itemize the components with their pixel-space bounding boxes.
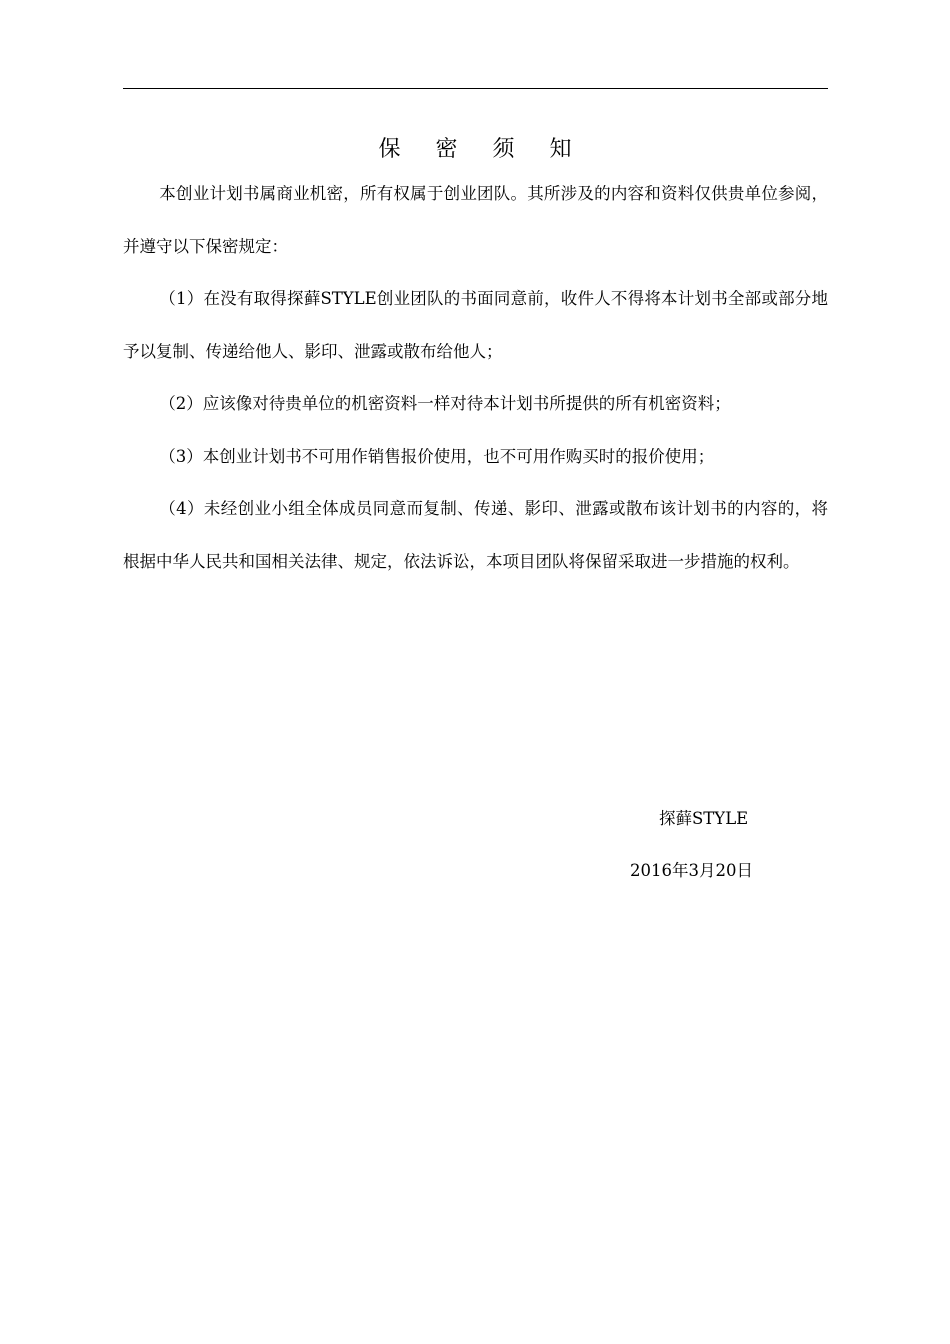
intro-paragraph: 本创业计划书属商业机密，所有权属于创业团队。其所涉及的内容和资料仅供贵单位参阅，并遵守以下保密规定： <box>123 184 828 256</box>
document-title: 保 密 须 知 <box>378 137 586 162</box>
rule-paragraph-1: （1）在没有取得探藓STYLE创业团队的书面同意前，收件人不得将本计划书全部或部分地予以复制、传递给他人、影印、泄露或散布给他人； <box>123 289 828 361</box>
document-body <box>123 168 828 588</box>
rule-paragraph-2: （2）应该像对待贵单位的机密资料一样对待本计划书所提供的所有机密资料； <box>159 394 731 413</box>
header-rule <box>123 88 828 89</box>
rule-paragraph-3: （3）本创业计划书不可用作销售报价使用，也不可用作购买时的报价使用； <box>159 446 715 466</box>
signature-name: 探藓STYLE <box>659 809 749 828</box>
rule-paragraph-4: （4）未经创业小组全体成员同意而复制、传递、影印、泄露或散布该计划书的内容的，将根据中华人民共和国相关法律、规定，依法诉讼，本项目团队将保留采取进一步措施的权利。 <box>123 499 828 571</box>
signature-date: 2016年3月20日 <box>630 861 753 880</box>
